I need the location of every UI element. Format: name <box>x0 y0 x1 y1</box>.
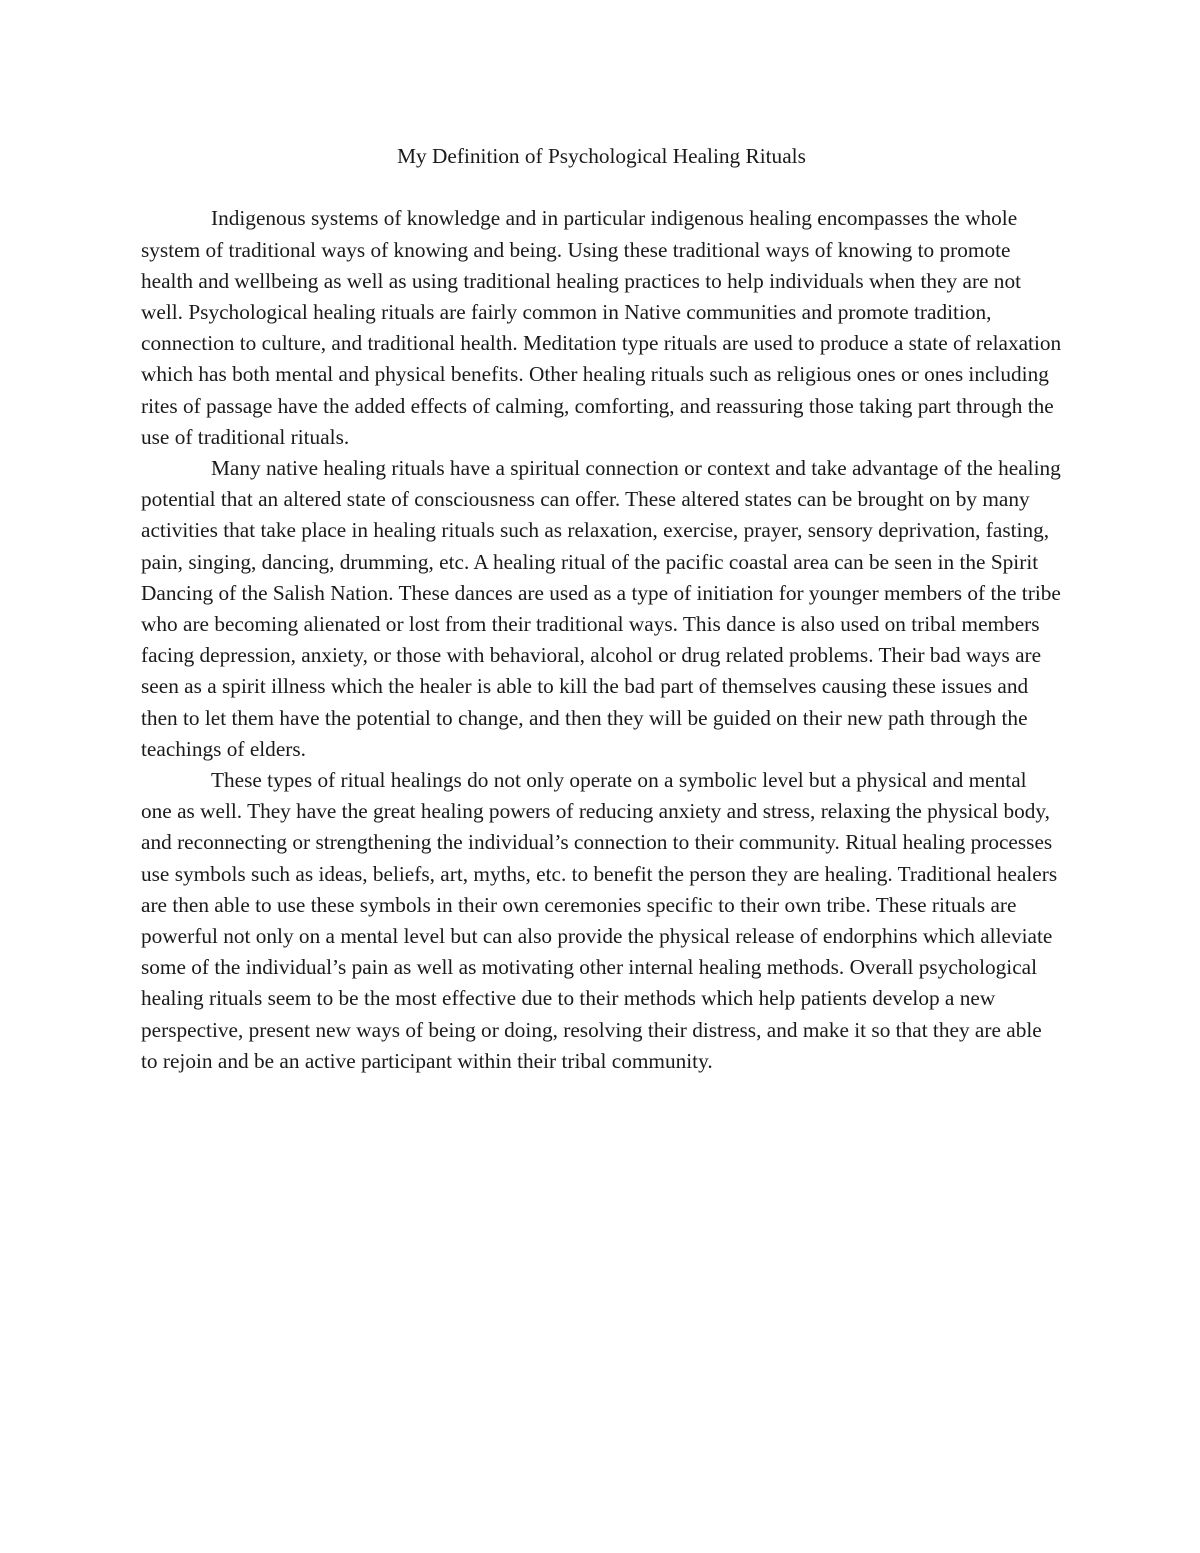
document-title: My Definition of Psychological Healing Rituals <box>397 144 806 168</box>
document-body <box>141 141 1062 1077</box>
paragraph-3: These types of ritual healings do not only operate on a symbolic level but a physical and mental one as well. They have the great healing powers of reducing anxiety and stress, relaxing the physical body, and reconnecting or strengthening the individual’s connection to their community. Ritual healing processes use symbols such as ideas, beliefs, art, myths, etc. to benefit the person they are healing. Traditional healers are then able to use these symbols in their own ceremonies specific to their own tribe. These rituals are powerful not only on a mental level but can also provide the physical release of endorphins which alleviate some of the individual’s pain as well as motivating other internal healing methods. Overall psychological healing rituals seem to be the most effective due to their methods which help patients develop a new perspective, present new ways of being or doing, resolving their distress, and make it so that they are able to rejoin and be an active participant within their tribal community. <box>141 768 1058 1073</box>
paragraph-1: Indigenous systems of knowledge and in particular indigenous healing encompasses the whole system of traditional ways of knowing and being. Using these traditional ways of knowing to promote health and wellbeing as well as using traditional healing practices to help individuals when they are not well. Psychological healing rituals are fairly common in Native communities and promote tradition, connection to culture, and traditional health. Meditation type rituals are used to produce a state of relaxation which has both mental and physical benefits. Other healing rituals such as religious ones or ones including rites of passage have the added effects of calming, comforting, and reassuring those taking part through the use of traditional rituals. <box>141 206 1062 449</box>
paragraph-2: Many native healing rituals have a spiritual connection or context and take advantage of the healing potential that an altered state of consciousness can offer. These altered states can be brought on by many activities that take place in healing rituals such as relaxation, exercise, prayer, sensory deprivation, fasting, pain, singing, dancing, drumming, etc. A healing ritual of the pacific coastal area can be seen in the Spirit Dancing of the Salish Nation. These dances are used as a type of initiation for younger members of the tribe who are becoming alienated or lost from their traditional ways. This dance is also used on tribal members facing depression, anxiety, or those with behavioral, alcohol or drug related problems. Their bad ways are seen as a spirit illness which the healer is able to kill the bad part of themselves causing these issues and then to let them have the potential to change, and then they will be guided on their new path through the teachings of elders. <box>141 456 1061 761</box>
